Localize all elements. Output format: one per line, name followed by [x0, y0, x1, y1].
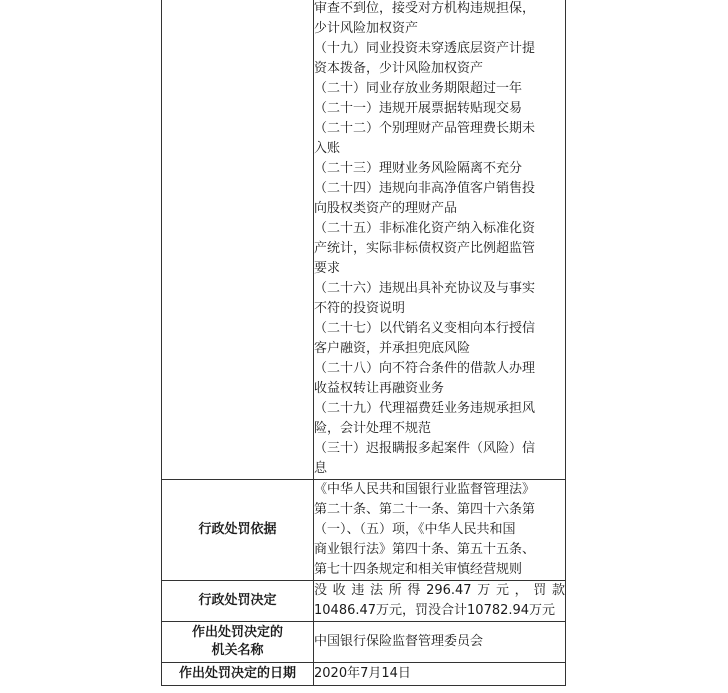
violation-line: 审查不到位，接受对方机构违规担保， [314, 1, 536, 16]
violations-label-cell [162, 0, 314, 480]
violation-line: 产统计，实际非标债权资产比例超监管 [314, 241, 536, 256]
date-value: 2020年7月14日 [314, 663, 566, 686]
violations-cell [314, 0, 566, 480]
violations-row [162, 0, 566, 480]
basis-label: 行政处罚依据 [162, 480, 314, 581]
basis-cell [314, 480, 566, 581]
violation-line: 要求 [314, 261, 341, 276]
violation-line: （二十三）理财业务风险隔离不充分 [314, 161, 523, 176]
penalty-table [161, 0, 566, 686]
decision-line: 10486.47万元，罚没合计10782.94万元 [314, 603, 556, 618]
violation-line: （二十八）向不符合条件的借款人办理 [314, 361, 536, 376]
violation-line: （十九）同业投资未穿透底层资产计提 [314, 41, 536, 56]
violation-line: 入账 [314, 141, 341, 156]
violation-line: 息 [314, 461, 328, 476]
violation-line: （二十六）违规出具补充协议及与事实 [314, 281, 536, 296]
violation-line: 向股权类资产的理财产品 [314, 201, 458, 216]
violation-line: 资本拨备，少计风险加权资产 [314, 61, 484, 76]
authority-label-line: 作出处罚决定的 [191, 625, 283, 640]
decision-label: 行政处罚决定 [162, 581, 314, 622]
basis-line: 第二十条、第二十一条、第四十六条第 [314, 502, 536, 517]
violation-line: 收益权转让再融资业务 [314, 381, 445, 396]
date-label: 作出处罚决定的日期 [162, 663, 314, 686]
basis-row [162, 480, 566, 581]
violation-line: 客户融资，并承担兜底风险 [314, 341, 471, 356]
violation-line: （二十一）违规开展票据转贴现交易 [314, 101, 523, 116]
violation-line: （二十九）代理福费廷业务违规承担风 [314, 401, 536, 416]
authority-label-line: 机关名称 [211, 643, 264, 658]
authority-label [162, 622, 314, 663]
basis-line: （一）、（五）项，《中华人民共和国 [314, 522, 516, 537]
decision-row [162, 581, 566, 622]
violation-line: 险，会计处理不规范 [314, 421, 432, 436]
violation-line: 少计风险加权资产 [314, 21, 419, 36]
violation-line: （二十二）个别理财产品管理费长期未 [314, 121, 536, 136]
decision-cell [314, 581, 566, 622]
violation-line: （三十）迟报瞒报多起案件（风险）信 [314, 441, 536, 456]
basis-line: 《中华人民共和国银行业监督管理法》 [314, 482, 536, 497]
basis-line: 第七十四条规定和相关审慎经营规则 [314, 562, 523, 577]
violation-line: （二十四）违规向非高净值客户销售投 [314, 181, 536, 196]
basis-line: 商业银行法》第四十条、第五十五条、 [314, 542, 536, 557]
decision-line: 没收违法所得296.47万元，罚款 [314, 583, 565, 598]
authority-value: 中国银行保险监督管理委员会 [314, 622, 566, 663]
authority-row [162, 622, 566, 663]
violation-line: （二十五）非标准化资产纳入标准化资 [314, 221, 536, 236]
violation-line: （二十）同业存放业务期限超过一年 [314, 81, 523, 96]
date-row [162, 663, 566, 686]
violation-line: 不符的投资说明 [314, 301, 406, 316]
violation-line: （二十七）以代销名义变相向本行授信 [314, 321, 536, 336]
